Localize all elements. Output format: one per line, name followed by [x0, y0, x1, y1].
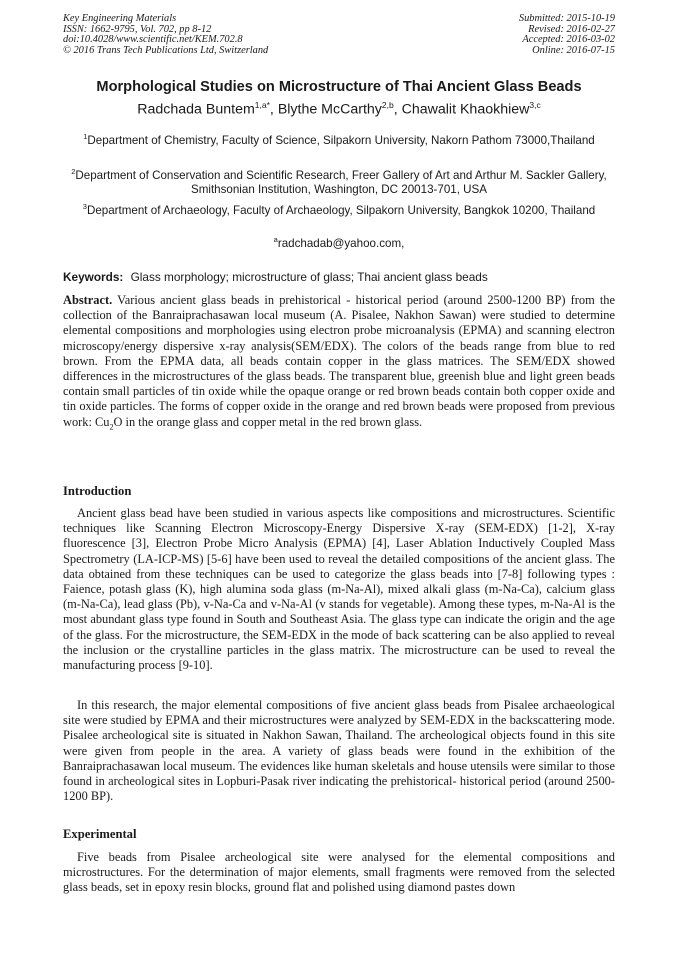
affiliation-text: Department of Archaeology, Faculty of Archaeology, Silpakorn University, Bangkok 10200, Thailand [86, 203, 596, 217]
abstract-text: Various ancient glass beads in prehistorical - historical period (around 2500-1200 BP) from the collection of the Banraiprachasawan local museum (A. Pisalee, Nakhon Sawan) were studied to determine elemental compositions and morphologies using electron probe microanalysis (EPMA) and scanning electron microscopy/energy dispersive x-ray analysis(SEM/EDX). The colors of the beads range from blue to red brown. From the EPMA data, all beads contain copper in the glass matrices. The SEM/EDX showed differences in the microstructures of the glass beads. The transparent blue, greenish blue and light green beads contain small particles of tin oxide while the opaque orange or red brown beads contain both copper oxide and tin oxide particles. The forms of copper oxide in the orange and red brown beads were proposed from previous work: Cu [63, 293, 615, 429]
affiliation-text: Department of Conservation and Scientific Research, Freer Gallery of Art and Arthur M. Sackler Gallery, Smithsonian Institution, Washington, DC 20013-701, USA [75, 168, 607, 197]
email-text: radchadab@yahoo.com, [277, 236, 405, 250]
affiliation-2 [62, 165, 616, 198]
journal-name: Key Engineering Materials [63, 13, 177, 24]
issn-line: ISSN: 1662-9795, Vol. 702, pp 8-12 [63, 23, 212, 35]
affiliation-text: Department of Chemistry, Faculty of Science, Silpakorn University, Nakorn Pathom 73000,Thailand [87, 133, 595, 147]
keywords [63, 270, 488, 284]
abstract-label: Abstract. [63, 293, 113, 307]
affiliation-1 [62, 130, 616, 148]
author-email [62, 235, 616, 250]
revised-date: Revised: 2016-02-27 [528, 23, 615, 35]
introduction-paragraph-1: Ancient glass bead have been studied in various aspects like compositions and microstructures. Scientific techniques like Scanning Electron Microscopy-Energy Dispersive X-ray (SEM-EDX) [1-2], X-ray fluorescence [3], Electron Probe Micro Analysis (EPMA) [4], Laser Ablation Inductively Coupled Mass Spectrometry (LA-ICP-MS) [5-6] have been used to reveal the detailed compositions of the ancient glass. The data obtained from these techniques can be used to categorize the glass beads into [7-8] following types : Faience, potash glass (K), high alumina soda glass (m-Na-Al), mixed alkali glass (m-Na-Ca), calcium glass (m-Na-Ca), lead glass (Pb), v-Na-Ca and v-Na-Al (v stands for vegetable). Among these types, m-Na-Al is the most abundant glass type found in South and Southeast Asia. The glass type can indicate the origin and the age of the glass. For the microstructure, the SEM-EDX in the mode of back scattering can be also applied to reveal the inclusion or the crystalline particles in the glass matrix. The microstructure can be used to reveal the manufacturing process [9-10]. [63, 506, 615, 673]
author-name: Radchada Buntem [137, 101, 255, 118]
introduction-paragraph-2: In this research, the major elemental compositions of five ancient glass beads from Pisalee archaeological site were studied by EPMA and their microstructures were analyzed by SEM-EDX in the backscattering mode. Pisalee archeological site is situated in Nakhon Sawan, Thailand. The archeological objects found in this site were given from people in the area. A variety of glass beads were found in the exhibition of the Banraiprachasawan local museum. The evidences like human skeletals and house utensils were similar to those found in archeological sites in Lopburi-Pasak river indicating the prehistorical- historical period (around 2500-1200 BP). [63, 698, 615, 804]
keywords-label: Keywords: [63, 270, 124, 284]
affiliation-sup: 2 [71, 167, 76, 176]
introduction-heading: Introduction [63, 484, 132, 498]
affiliation-3 [62, 200, 616, 218]
paper-title: Morphological Studies on Microstructure of Thai Ancient Glass Beads [96, 79, 582, 95]
experimental-heading: Experimental [63, 827, 137, 841]
author-sup: 1,a* [254, 100, 270, 110]
email-sup: a [273, 235, 278, 244]
accepted-date: Accepted: 2016-03-02 [522, 34, 615, 46]
author-sup: 3,c [529, 100, 541, 110]
affiliation-sup: 1 [83, 132, 88, 141]
formula-subscript: 2 [109, 422, 114, 432]
submitted-date: Submitted: 2015-10-19 [518, 13, 615, 24]
affiliation-sup: 3 [82, 202, 87, 211]
abstract-text-end: O in the orange glass and copper metal in the red brown glass. [113, 414, 423, 429]
author-sup: 2,b [381, 100, 394, 110]
doi-line: doi:10.4028/www.scientific.net/KEM.702.8 [63, 34, 243, 46]
author-name: Chawalit Khaokhiew [401, 101, 530, 118]
publication-dates [519, 14, 615, 56]
journal-info [63, 14, 268, 56]
author-name: Blythe McCarthy [277, 101, 382, 118]
online-date: Online: 2016-07-15 [532, 44, 615, 56]
abstract [63, 293, 615, 434]
author-list: Radchada Buntem$^{1,a*}$, Blythe McCarthy$^{2,b}$, Chawalit Khaokhiew$^{3,c}$ [137, 100, 541, 118]
experimental-paragraph-1: Five beads from Pisalee archeological site were analysed for the elemental compositions and microstructures. For the determination of major elements, small fragments were removed from the selected glass beads, set in epoxy resin blocks, ground flat and polished using diamond pastes down [63, 850, 615, 895]
copyright-line: © 2016 Trans Tech Publications Ltd, Switzerland [63, 44, 269, 56]
keywords-text: Glass morphology; microstructure of glass; Thai ancient glass beads [130, 270, 488, 284]
